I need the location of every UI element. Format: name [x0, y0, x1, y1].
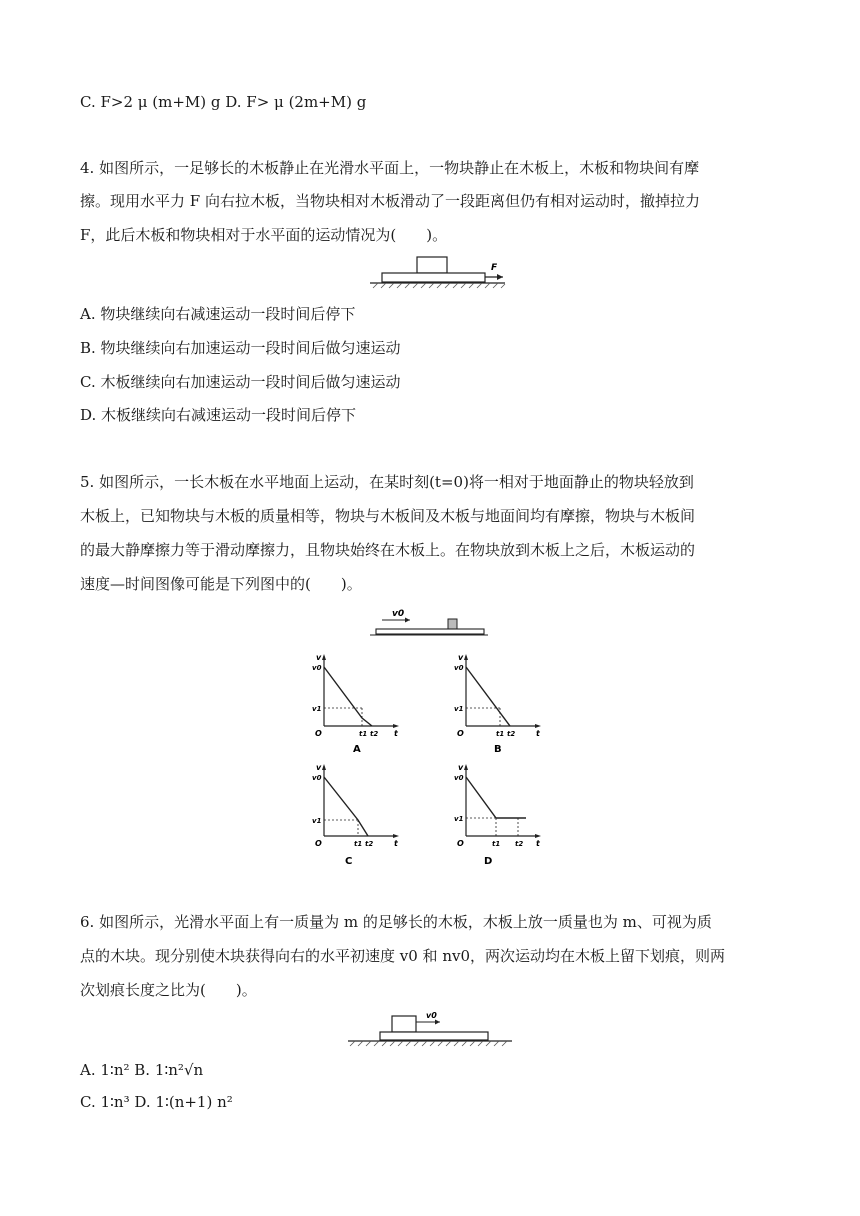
q3-options-cd: C. F>2 μ (m+M) g D. F> μ (2m+M) g: [80, 93, 367, 111]
q6-v0-label: v0: [426, 1011, 437, 1020]
q5-graph-d: [456, 762, 556, 870]
graph-a-origin: O: [315, 729, 322, 738]
graph-c-caption: C: [345, 856, 353, 867]
graph-a-v-label: v: [316, 653, 322, 662]
q5-graph-c: [314, 762, 414, 870]
graph-d-v-label: v: [458, 763, 464, 772]
graph-b-v1-label: v1: [454, 705, 464, 713]
graph-a-t-axis: t: [394, 729, 398, 738]
graph-a-v0-label: v0: [312, 664, 322, 672]
q5-stem-line-4: 速度—时间图像可能是下列图中的( )。: [80, 575, 362, 593]
graph-b-origin: O: [457, 729, 464, 738]
q6-stem-line-1: 6. 如图所示，光滑水平面上有一质量为 m 的足够长的木板，木板上放一质量也为 m、可视为质: [80, 913, 712, 931]
graph-a-v1-label: v1: [312, 705, 322, 713]
q4-option-d: D. 木板继续向右减速运动一段时间后停下: [80, 406, 357, 424]
graph-d-t-axis: t: [536, 839, 540, 848]
graph-c-v1-label: v1: [312, 817, 322, 825]
q5-board-figure: [368, 606, 490, 638]
q6-stem-line-3: 次划痕长度之比为( )。: [80, 981, 257, 999]
q4-option-b: B. 物块继续向右加速运动一段时间后做匀速运动: [80, 339, 401, 357]
graph-c-v-label: v: [316, 763, 322, 772]
graph-b-v-label: v: [458, 653, 464, 662]
q5-stem-line-1: 5. 如图所示，一长木板在水平地面上运动，在某时刻(t=0)将一相对于地面静止的物块轻放到: [80, 473, 694, 491]
q5-stem-line-3: 的最大静摩擦力等于滑动摩擦力，且物块始终在木板上。在物块放到木板上之后，木板运动的: [80, 541, 696, 559]
q5-graph-a: [314, 652, 414, 758]
graph-d-origin: O: [457, 839, 464, 848]
graph-c-v0-label: v0: [312, 774, 322, 782]
q6-board-figure: [346, 1008, 516, 1050]
q6-options-cd: C. 1∶n³ D. 1∶(n+1) n²: [80, 1093, 233, 1111]
graph-b-t1: t1: [496, 730, 505, 738]
q5-graph-b: [456, 652, 556, 758]
graph-b-t2: t2: [507, 730, 516, 738]
q5-stem-line-2: 木板上，已知物块与木板的质量相等，物块与木板间及木板与地面间均有摩擦，物块与木板间: [80, 507, 696, 525]
graph-c-t1: t1: [354, 840, 363, 848]
graph-b-caption: B: [494, 744, 502, 755]
graph-d-v0-label: v0: [454, 774, 464, 782]
graph-c-t-axis: t: [394, 839, 398, 848]
graph-d-t2: t2: [515, 840, 524, 848]
graph-a-t1: t1: [359, 730, 368, 738]
q4-option-a: A. 物块继续向右减速运动一段时间后停下: [80, 305, 356, 323]
graph-d-v1-label: v1: [454, 815, 464, 823]
q4-force-label: F: [491, 263, 498, 273]
graph-a-t2: t2: [370, 730, 379, 738]
q5-v0-label: v0: [392, 609, 405, 619]
q4-stem-line-1: 4. 如图所示，一足够长的木板静止在光滑水平面上，一物块静止在木板上，木板和物块间有摩: [80, 159, 700, 177]
q4-stem-line-2: 擦。现用水平力 F 向右拉木板，当物块相对木板滑动了一段距离但仍有相对运动时，撤掉拉力: [80, 192, 700, 210]
graph-c-origin: O: [315, 839, 322, 848]
graph-d-t1: t1: [492, 840, 501, 848]
graph-a-caption: A: [353, 744, 361, 755]
graph-b-t-axis: t: [536, 729, 540, 738]
q4-stem-line-3: F，此后木板和物块相对于水平面的运动情况为( )。: [80, 226, 448, 244]
graph-c-t2: t2: [365, 840, 374, 848]
graph-d-caption: D: [484, 856, 493, 867]
q4-option-c: C. 木板继续向右加速运动一段时间后做匀速运动: [80, 373, 401, 391]
q4-board-figure: [365, 252, 510, 294]
q6-stem-line-2: 点的木块。现分别使木块获得向右的水平初速度 v0 和 nv0，两次运动均在木板上留下划痕，则两: [80, 947, 726, 965]
graph-b-v0-label: v0: [454, 664, 464, 672]
q6-options-ab: A. 1∶n² B. 1∶n²√n: [80, 1061, 204, 1079]
